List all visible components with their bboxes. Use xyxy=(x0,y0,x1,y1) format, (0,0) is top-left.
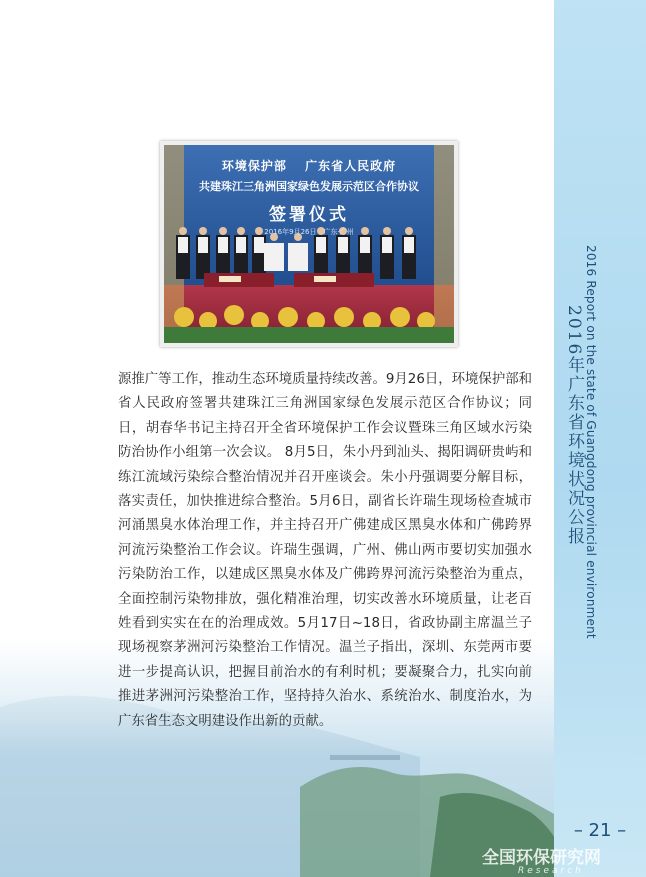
ceremony-photo xyxy=(160,141,458,347)
sidebar xyxy=(482,0,646,877)
watermark-text: 全国环保研究网 xyxy=(482,848,601,868)
banner-agreement-title: 共建珠江三角洲国家绿色发展示范区合作协议 xyxy=(199,180,419,193)
banner-date-location: 2016年9月26日 广东·广州 xyxy=(264,228,354,236)
body-text xyxy=(118,368,532,734)
banner-ceremony-title: 签署仪式 xyxy=(269,205,349,225)
page-number: – 21 – xyxy=(573,820,627,841)
ceremony-banner xyxy=(164,145,454,255)
sidebar-chinese-title: 2016年广东省环境状况公报 xyxy=(564,305,584,547)
sidebar-english-title: 2016 Report on the state of Guangdong provincial environment xyxy=(584,245,598,639)
watermark-subtext: Research xyxy=(518,866,584,876)
body-paragraph: 源推广等工作，推动生态环境质量持续改善。9月26日，环境保护部和省人民政府签署共建珠江三角洲国家绿色发展示范区合作协议；同日，胡春华书记主持召开全省环境保护工作会议暨珠三角区域水污染防治协作小组第一次会议。 8月5日，朱小丹到汕头、揭阳调研贵屿和练江流域污染综合整治情况并召开座谈会。朱小丹强调要分解目标，落实责任，加快推进综合整治。5月6日，副省长许瑞生现场检查城市河涌黑臭水体治理工作，并主持召开广佛建成区黑臭水体和广佛跨界河流污染整治工作会议。许瑞生强调，广州、佛山两市要切实加强水污染防治工作，以建成区黑臭水体及广佛跨界河流污染整治为重点，全面控制污染物排放，强化精准治理，切实改善水环境质量，让老百姓看到实实在在的治理成效。5月17日~18日，省政协副主席温兰子现场视察茅洲河污染整治工作情况。温兰子指出，深圳、东莞两市要进一步提高认识，把握目前治水的有利时机；要凝聚合力，扎实向前推进茅洲河污染整治工作，坚持持久治水、系统治水、制度治水，为广东省生态文明建设作出新的贡献。 xyxy=(118,372,532,729)
banner-organizations: 环境保护部 广东省人民政府 xyxy=(221,159,397,173)
